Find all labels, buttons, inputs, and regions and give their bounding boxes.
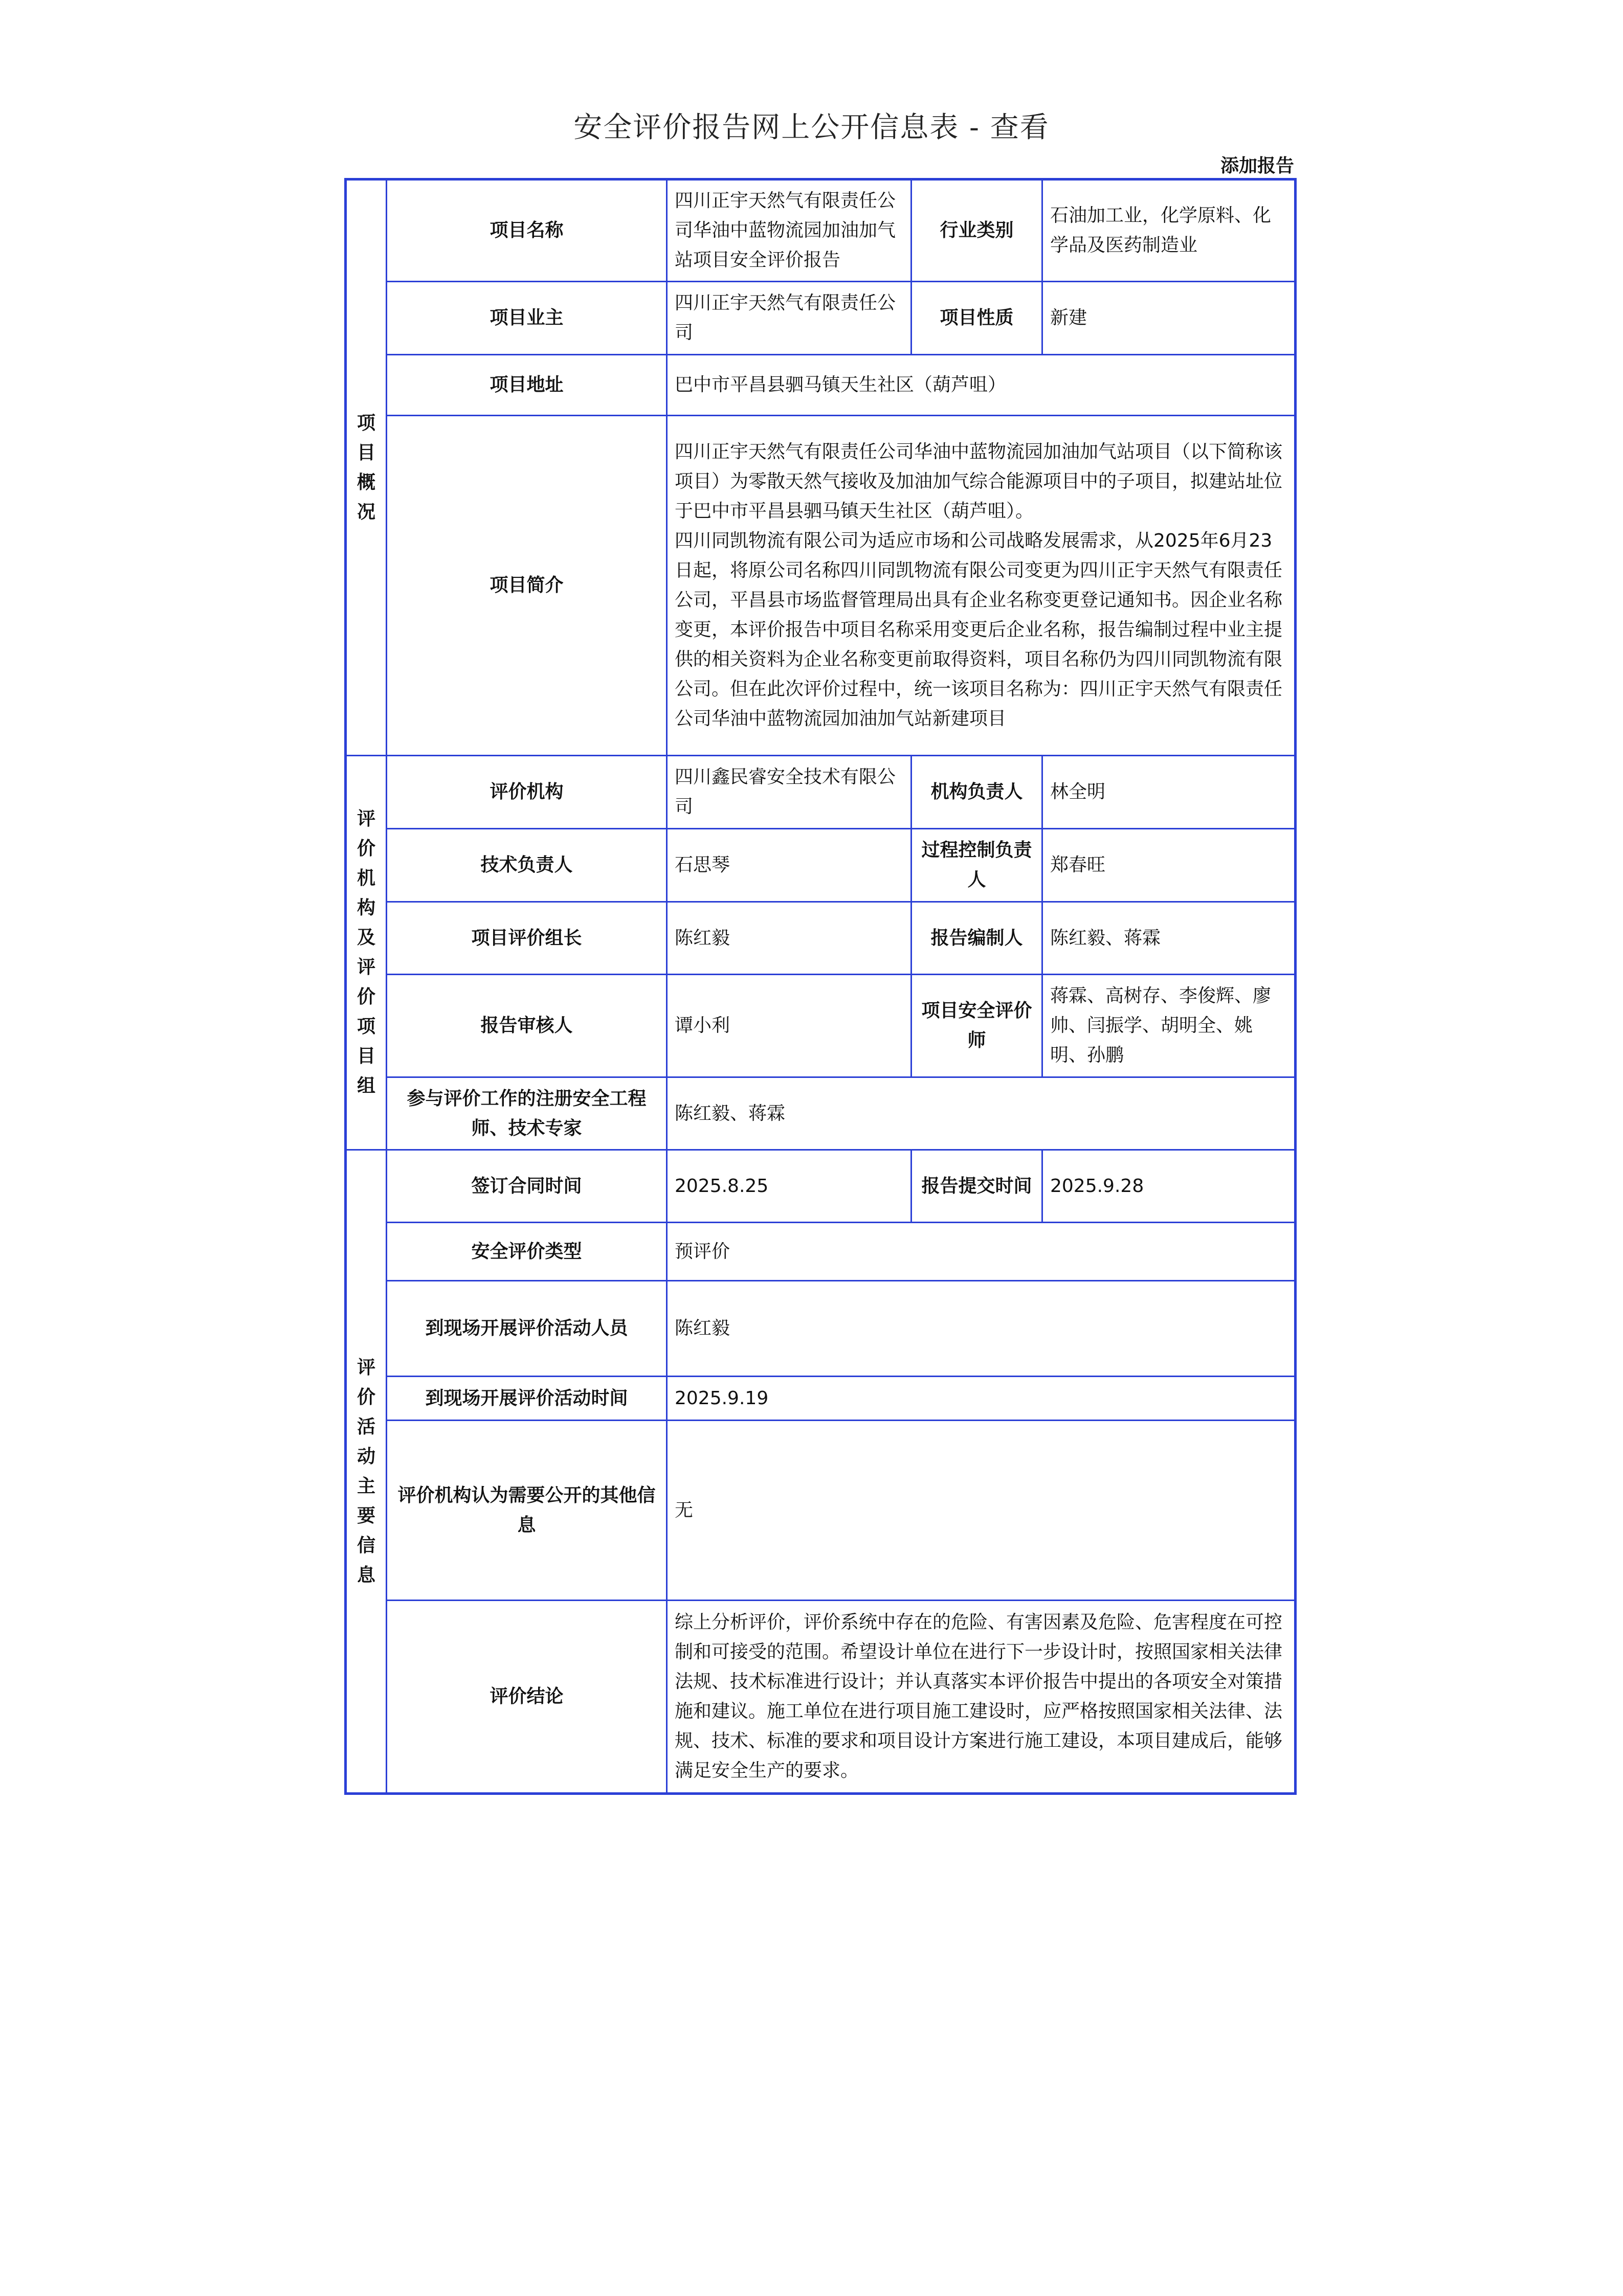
table-row	[346, 829, 1296, 902]
tech-head-value: 石思琴	[667, 829, 911, 902]
onsite-staff-label: 到现场开展评价活动人员	[387, 1281, 667, 1377]
tech-head-label: 技术负责人	[387, 829, 667, 902]
reviewer-value: 谭小利	[667, 975, 911, 1077]
project-name-value: 四川正宇天然气有限责任公司华油中蓝物流园加油加气站项目安全评价报告	[667, 179, 911, 282]
evaluation-type-label: 安全评价类型	[387, 1223, 667, 1281]
section-evaluation-activity: 评价活动主要信息	[346, 1150, 387, 1794]
table-row	[346, 355, 1296, 416]
submit-date-value: 2025.9.28	[1042, 1150, 1296, 1223]
onsite-staff-value: 陈红毅	[667, 1281, 1296, 1377]
agency-label: 评价机构	[387, 756, 667, 829]
table-row	[346, 1223, 1296, 1281]
table-row	[346, 1077, 1296, 1150]
table-row	[346, 1281, 1296, 1377]
project-address-label: 项目地址	[387, 355, 667, 416]
other-info-label: 评价机构认为需要公开的其他信息	[387, 1421, 667, 1601]
table-row	[346, 1150, 1296, 1223]
contract-date-label: 签订合同时间	[387, 1150, 667, 1223]
table-row	[346, 756, 1296, 829]
industry-label: 行业类别	[911, 179, 1042, 282]
agency-head-label: 机构负责人	[911, 756, 1042, 829]
process-head-value: 郑春旺	[1042, 829, 1296, 902]
team-leader-label: 项目评价组长	[387, 902, 667, 975]
table-row	[346, 282, 1296, 355]
table-row	[346, 1421, 1296, 1601]
evaluation-type-value: 预评价	[667, 1223, 1296, 1281]
conclusion-value: 综上分析评价，评价系统中存在的危险、有害因素及危险、危害程度在可控制和可接受的范围。希望设计单位在进行下一步设计时，按照国家相关法律法规、技术标准进行设计；并认真落实本评价报告中提出的各项安全对策措施和建议。施工单位在进行项目施工建设时，应严格按照国家相关法律、法规、技术、标准的要求和项目设计方案进行施工建设，本项目建成后，能够满足安全生产的要求。	[667, 1601, 1296, 1794]
project-nature-label: 项目性质	[911, 282, 1042, 355]
onsite-time-label: 到现场开展评价活动时间	[387, 1377, 667, 1421]
page-title: 安全评价报告网上公开信息表 - 查看	[573, 111, 1050, 144]
report-author-value: 陈红毅、蒋霖	[1042, 902, 1296, 975]
assessors-label: 项目安全评价师	[911, 975, 1042, 1077]
add-report-link[interactable]: 添加报告	[1220, 155, 1294, 176]
conclusion-label: 评价结论	[387, 1601, 667, 1794]
contract-date-value: 2025.8.25	[667, 1150, 911, 1223]
project-intro-paragraph-1: 四川正宇天然气有限责任公司华油中蓝物流园加油加气站项目（以下简称该项目）为零散天然气接收及加油加气综合能源项目中的子项目，拟建站址位于巴中市平昌县驷马镇天生社区（葫芦咀）。	[675, 441, 1283, 522]
table-row	[346, 975, 1296, 1077]
project-intro-paragraph-2: 四川同凯物流有限公司为适应市场和公司战略发展需求，从2025年6月23日起，将原公司名称四川同凯物流有限公司变更为四川正宇天然气有限责任公司，平昌县市场监督管理局出具有企业名称变更登记通知书。因企业名称变更，本评价报告中项目名称采用变更后企业名称，报告编制过程中业主提供的相关资料为企业名称变更前取得资料，项目名称仍为四川同凯物流有限公司。但在此次评价过程中，统一该项目名称为：四川正宇天然气有限责任公司华油中蓝物流园加油加气站新建项目	[675, 530, 1283, 729]
project-owner-value: 四川正宇天然气有限责任公司	[667, 282, 911, 355]
section-project-overview: 项目概况	[346, 179, 387, 756]
table-row	[346, 179, 1296, 282]
assessors-value: 蒋霖、高树存、李俊辉、廖帅、闫振学、胡明全、姚明、孙鹏	[1042, 975, 1296, 1077]
agency-head-value: 林全明	[1042, 756, 1296, 829]
table-row	[346, 416, 1296, 756]
submit-date-label: 报告提交时间	[911, 1150, 1042, 1223]
project-address-value: 巴中市平昌县驷马镇天生社区（葫芦咀）	[667, 355, 1296, 416]
onsite-time-value: 2025.9.19	[667, 1377, 1296, 1421]
project-intro-label: 项目简介	[387, 416, 667, 756]
project-owner-label: 项目业主	[387, 282, 667, 355]
process-head-label: 过程控制负责人	[911, 829, 1042, 902]
report-author-label: 报告编制人	[911, 902, 1042, 975]
industry-value: 石油加工业，化学原料、化学品及医药制造业	[1042, 179, 1296, 282]
reviewer-label: 报告审核人	[387, 975, 667, 1077]
other-info-value: 无	[667, 1421, 1296, 1601]
info-table	[344, 178, 1297, 1795]
section-evaluation-org: 评价机构及评价项目组	[346, 756, 387, 1150]
agency-value: 四川鑫民睿安全技术有限公司	[667, 756, 911, 829]
table-row	[346, 902, 1296, 975]
engineers-value: 陈红毅、蒋霖	[667, 1077, 1296, 1150]
table-row	[346, 1601, 1296, 1794]
engineers-label: 参与评价工作的注册安全工程师、技术专家	[387, 1077, 667, 1150]
project-name-label: 项目名称	[387, 179, 667, 282]
team-leader-value: 陈红毅	[667, 902, 911, 975]
table-row	[346, 1377, 1296, 1421]
project-nature-value: 新建	[1042, 282, 1296, 355]
project-intro-value	[667, 416, 1296, 756]
